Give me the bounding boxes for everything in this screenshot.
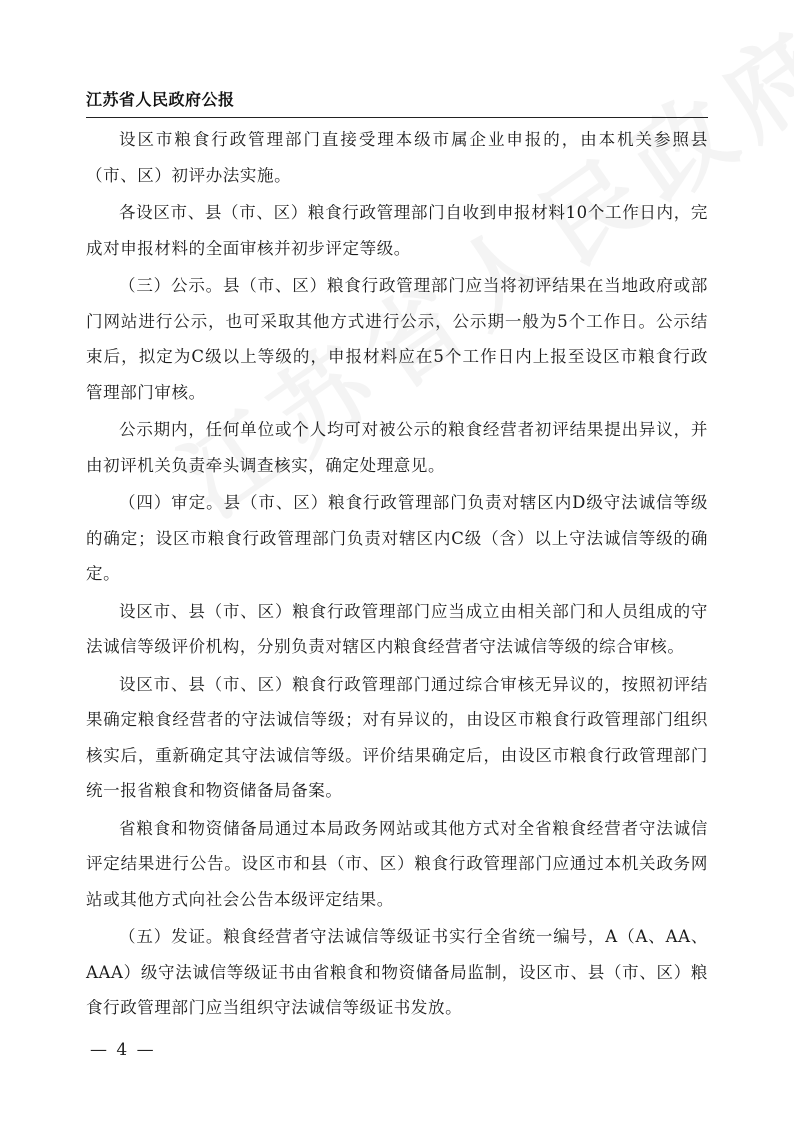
header-divider [86, 117, 708, 118]
page-number: — 4 — [90, 1040, 156, 1060]
document-header [86, 86, 708, 118]
paragraph-2: 各设区市、县（市、区）粮食行政管理部门自收到申报材料10个工作日内，完成对申报材料的全面审核并初步评定等级。 [86, 203, 708, 258]
paragraph-9: （五）发证。粮食经营者守法诚信等级证书实行全省统一编号，A（A、AA、AAA）级守法诚信等级证书由省粮食和物资储备局监制，设区市、县（市、区）粮食行政管理部门应当组织守法诚信等级证书发放。 [86, 927, 708, 1017]
paragraph-6: 设区市、县（市、区）粮食行政管理部门应当成立由相关部门和人员组成的守法诚信等级评价机构，分别负责对辖区内粮食经营者守法诚信等级的综合审核。 [86, 601, 708, 656]
paragraph-7: 设区市、县（市、区）粮食行政管理部门通过综合审核无异议的，按照初评结果确定粮食经营者的守法诚信等级；对有异议的，由设区市粮食行政管理部门组织核实后，重新确定其守法诚信等级。评价结果确定后，由设区市粮食行政管理部门统一报省粮食和物资储备局备案。 [86, 674, 708, 800]
paragraph-4: 公示期内，任何单位或个人均可对被公示的粮食经营者初评结果提出异议，并由初评机关负责牵头调查核实，确定处理意见。 [86, 420, 708, 475]
document-body [86, 122, 708, 1028]
paragraph-3: （三）公示。县（市、区）粮食行政管理部门应当将初评结果在当地政府或部门网站进行公示，也可采取其他方式进行公示，公示期一般为5个工作日。公示结束后，拟定为C级以上等级的，申报材料应在5个工作日内上报至设区市粮食行政管理部门审核。 [86, 276, 708, 402]
paragraph-1: 设区市粮食行政管理部门直接受理本级市属企业申报的，由本机关参照县（市、区）初评办法实施。 [86, 130, 708, 185]
header-title: 江苏省人民政府公报 [86, 90, 235, 109]
paragraph-8: 省粮食和物资储备局通过本局政务网站或其他方式对全省粮食经营者守法诚信评定结果进行公告。设区市和县（市、区）粮食行政管理部门应通过本机关政务网站或其他方式向社会公告本级评定结果。 [86, 818, 708, 909]
paragraph-5: （四）审定。县（市、区）粮食行政管理部门负责对辖区内D级守法诚信等级的确定；设区市粮食行政管理部门负责对辖区内C级（含）以上守法诚信等级的确定。 [86, 493, 708, 583]
